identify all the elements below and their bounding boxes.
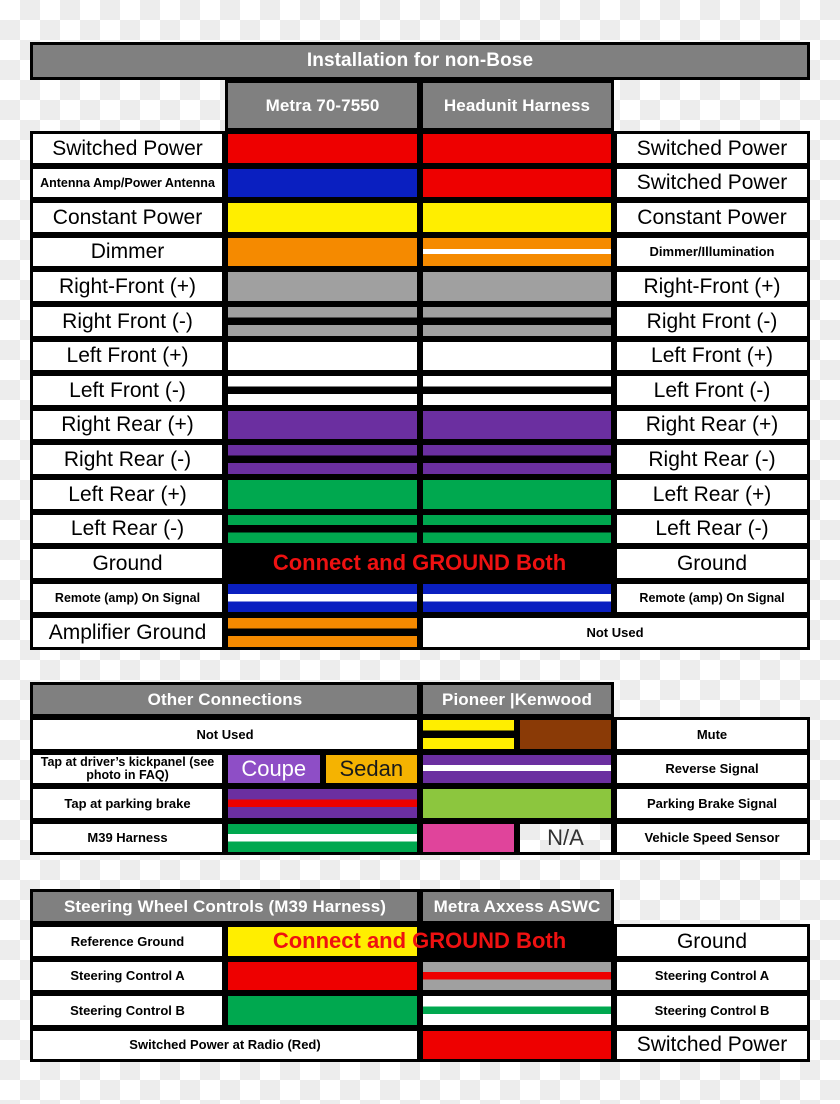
wire-cell-headunit (420, 235, 614, 270)
row-label-right: Constant Power (614, 200, 810, 235)
wire-cell-metra (225, 408, 420, 443)
row-label-left: Left Rear (-) (30, 512, 225, 547)
wire-swatch-purple-red-stripe (228, 789, 417, 818)
wire-swatch-orange (228, 238, 417, 267)
wire-cell-metra (225, 477, 420, 512)
wire-swatch-purple (423, 411, 611, 440)
ground-span-group (225, 924, 614, 959)
wire-swatch-red (228, 134, 417, 163)
wire-swatch-purple-black-stripe (228, 445, 417, 474)
row-label-right: Parking Brake Signal (614, 786, 810, 821)
table3-header-metra-axxess-aswc: Metra Axxess ASWC (420, 889, 614, 924)
row-label-right: Switched Power (614, 166, 810, 201)
wire-cell-pioneer (420, 786, 614, 821)
wire-swatch-brown (520, 720, 611, 749)
wire-cell-metra (225, 339, 420, 374)
row-label-right: Switched Power (614, 1028, 810, 1063)
wire-swatch-white-black-stripe (423, 376, 611, 405)
table-row (30, 477, 810, 512)
table-row (30, 408, 810, 443)
table-row (30, 200, 810, 235)
wire-cell-headunit (420, 512, 614, 547)
row-label-left: Reference Ground (30, 924, 225, 959)
wire-swatch-black (228, 549, 417, 578)
row-label-left: Remote (amp) On Signal (30, 581, 225, 616)
wire-cell-metra (225, 269, 420, 304)
wire-cell-pioneer (420, 821, 517, 856)
wire-swatch-green-black-stripe (228, 515, 417, 544)
wire-cell-headunit (420, 408, 614, 443)
row-label-left: Left Front (-) (30, 373, 225, 408)
sedan-cell: Sedan (323, 752, 421, 787)
wire-cell-metra (225, 373, 420, 408)
wire-swatch-yellow-black-stripe (423, 720, 514, 749)
table2-header-row (30, 682, 810, 717)
row-label-left: Right Rear (+) (30, 408, 225, 443)
row-label-left: M39 Harness (30, 821, 225, 856)
wire-swatch-yellow (423, 203, 611, 232)
wire-cell-aswc (420, 959, 614, 994)
wire-cell-headunit (420, 131, 614, 166)
table-row (30, 581, 810, 616)
row-label-left: Left Rear (+) (30, 477, 225, 512)
table1-title-row (30, 42, 810, 80)
table-row (30, 752, 810, 787)
wire-swatch-green-white-stripe (228, 824, 417, 853)
wire-cell-aswc (420, 993, 614, 1028)
wire-cell-headunit (420, 269, 614, 304)
table-row (30, 339, 810, 374)
row-label-left: Steering Control B (30, 993, 225, 1028)
wire-swatch-orange-black-stripe (228, 618, 417, 647)
table2-header-pioneer-kenwood: Pioneer |Kenwood (420, 682, 614, 717)
row-label-right: Right-Front (+) (614, 269, 810, 304)
table-row (30, 442, 810, 477)
wire-cell-headunit (420, 373, 614, 408)
row-label-right: Switched Power (614, 131, 810, 166)
wire-swatch-blue-white-stripe (228, 584, 417, 613)
row-label-left: Right-Front (+) (30, 269, 225, 304)
not-used-cell: Not Used (420, 615, 810, 650)
wire-swatch-red (423, 134, 611, 163)
row-label-right: Left Rear (+) (614, 477, 810, 512)
row-label-right: Left Front (+) (614, 339, 810, 374)
table1-header-blank-right (614, 80, 810, 131)
table3-header-blank-right (614, 889, 810, 924)
table-row (30, 235, 810, 270)
table-row (30, 131, 810, 166)
row-label-right: Right Rear (-) (614, 442, 810, 477)
row-label-right: Steering Control A (614, 959, 810, 994)
wire-cell-headunit (420, 546, 614, 581)
table-installation-non-bose (30, 42, 810, 650)
row-label-right: Remote (amp) On Signal (614, 581, 810, 616)
coupe-cell: Coupe (225, 752, 323, 787)
wire-cell-headunit (420, 477, 614, 512)
wire-swatch-pink (423, 824, 514, 853)
row-label-left: Left Front (+) (30, 339, 225, 374)
wire-swatch-yellow (228, 203, 417, 232)
row-label-right: Ground (614, 924, 810, 959)
wire-cell-headunit (420, 581, 614, 616)
wire-swatch-orange-white-stripe (423, 238, 611, 267)
table3-header-steering-wheel-controls: Steering Wheel Controls (M39 Harness) (30, 889, 420, 924)
wire-swatch-gray-black-stripe (228, 307, 417, 336)
table-row (30, 615, 810, 650)
wire-swatch-white (423, 342, 611, 371)
table-row (30, 924, 810, 959)
wire-swatch-red (423, 1031, 611, 1060)
row-label-left: Not Used (30, 717, 420, 752)
table-row (30, 1028, 810, 1063)
na-cell: N/A (517, 821, 614, 856)
wire-swatch-red (228, 962, 417, 991)
row-label-left: Switched Power at Radio (Red) (30, 1028, 420, 1063)
row-label-right: Vehicle Speed Sensor (614, 821, 810, 856)
wire-swatch-yellow (228, 927, 417, 956)
row-label-left: Switched Power (30, 131, 225, 166)
row-label-left: Tap at driver’s kickpanel (see photo in FAQ) (30, 752, 225, 787)
wire-swatch-blue-white-stripe (423, 584, 611, 613)
table-row (30, 546, 810, 581)
row-label-left: Tap at parking brake (30, 786, 225, 821)
wire-cell-m39 (225, 924, 420, 959)
row-label-right: Left Front (-) (614, 373, 810, 408)
table-row (30, 166, 810, 201)
row-label-left: Constant Power (30, 200, 225, 235)
wire-cell-headunit (420, 166, 614, 201)
wire-swatch-black (423, 927, 611, 956)
wire-swatch-blue (228, 169, 417, 198)
wire-cell-m39 (225, 959, 420, 994)
row-label-left: Dimmer (30, 235, 225, 270)
wire-cell-metra (225, 235, 420, 270)
row-label-right: Reverse Signal (614, 752, 810, 787)
wire-cell-pioneer-a (420, 717, 517, 752)
wire-swatch-red (423, 169, 611, 198)
wire-cell-metra (225, 546, 420, 581)
wire-cell-metra (225, 131, 420, 166)
wire-swatch-white-green-stripe (423, 996, 611, 1025)
table-row (30, 993, 810, 1028)
row-label-right: Dimmer/Illumination (614, 235, 810, 270)
row-label-right: Right Front (-) (614, 304, 810, 339)
table-row (30, 269, 810, 304)
wire-cell-aswc (420, 1028, 614, 1063)
row-label-right: Right Rear (+) (614, 408, 810, 443)
wire-cell-metra (225, 512, 420, 547)
wire-cell-pioneer-b (517, 717, 614, 752)
wire-swatch-green (228, 996, 417, 1025)
row-label-left: Right Front (-) (30, 304, 225, 339)
row-label-left: Right Rear (-) (30, 442, 225, 477)
wire-cell-headunit (420, 339, 614, 374)
wire-swatch-white (228, 342, 417, 371)
table-row (30, 821, 810, 856)
table-row (30, 717, 810, 752)
table2-header-other-connections: Other Connections (30, 682, 420, 717)
connect-and-ground-both-note: Connect and GROUND Both (272, 550, 567, 576)
wire-swatch-gray-black-stripe (423, 307, 611, 336)
row-label-left: Amplifier Ground (30, 615, 225, 650)
wire-swatch-white-black-stripe (228, 376, 417, 405)
table1-header-headunit: Headunit Harness (420, 80, 614, 131)
table1-header-row (30, 80, 810, 131)
wire-swatch-purple (228, 411, 417, 440)
wire-swatch-green-black-stripe (423, 515, 611, 544)
table-row (30, 786, 810, 821)
wire-cell-metra (225, 581, 420, 616)
table2-body (30, 717, 810, 855)
row-label-right: Mute (614, 717, 810, 752)
table-other-connections (30, 682, 810, 855)
ground-span-group (225, 546, 614, 581)
row-label-right: Left Rear (-) (614, 512, 810, 547)
wire-cell-metra (225, 442, 420, 477)
table-steering-wheel-controls (30, 889, 810, 1062)
table1-title: Installation for non-Bose (30, 42, 810, 80)
wire-swatch-green (423, 480, 611, 509)
wire-cell-metra (225, 200, 420, 235)
row-label-right: Steering Control B (614, 993, 810, 1028)
row-label-left: Steering Control A (30, 959, 225, 994)
row-label-left: Ground (30, 546, 225, 581)
table1-body (30, 131, 810, 650)
wire-swatch-purple-white-stripe (423, 755, 611, 784)
wire-cell-vehicle (225, 786, 420, 821)
table-row (30, 959, 810, 994)
wire-swatch-light-green (423, 789, 611, 818)
row-label-left: Antenna Amp/Power Antenna (30, 166, 225, 201)
wire-cell-vehicle (225, 821, 420, 856)
wire-swatch-black (423, 549, 611, 578)
table-row (30, 512, 810, 547)
wire-cell-pioneer (420, 752, 614, 787)
wire-cell-headunit (420, 304, 614, 339)
wire-cell-aswc (420, 924, 614, 959)
wire-cell-metra (225, 615, 420, 650)
wire-cell-m39 (225, 993, 420, 1028)
wire-swatch-purple-black-stripe (423, 445, 611, 474)
table-row (30, 304, 810, 339)
wire-swatch-gray (228, 272, 417, 301)
wire-swatch-green (228, 480, 417, 509)
wire-cell-headunit (420, 200, 614, 235)
wire-cell-metra (225, 166, 420, 201)
table3-header-row (30, 889, 810, 924)
wire-cell-metra (225, 304, 420, 339)
table3-body (30, 924, 810, 1062)
wire-swatch-gray (423, 272, 611, 301)
table1-header-blank-left (30, 80, 225, 131)
wire-swatch-gray-red-stripe (423, 962, 611, 991)
table2-header-blank-right (614, 682, 810, 717)
connect-and-ground-both-note: Connect and GROUND Both (272, 928, 567, 954)
table1-header-metra: Metra 70-7550 (225, 80, 420, 131)
table-row (30, 373, 810, 408)
wire-cell-headunit (420, 442, 614, 477)
row-label-right: Ground (614, 546, 810, 581)
